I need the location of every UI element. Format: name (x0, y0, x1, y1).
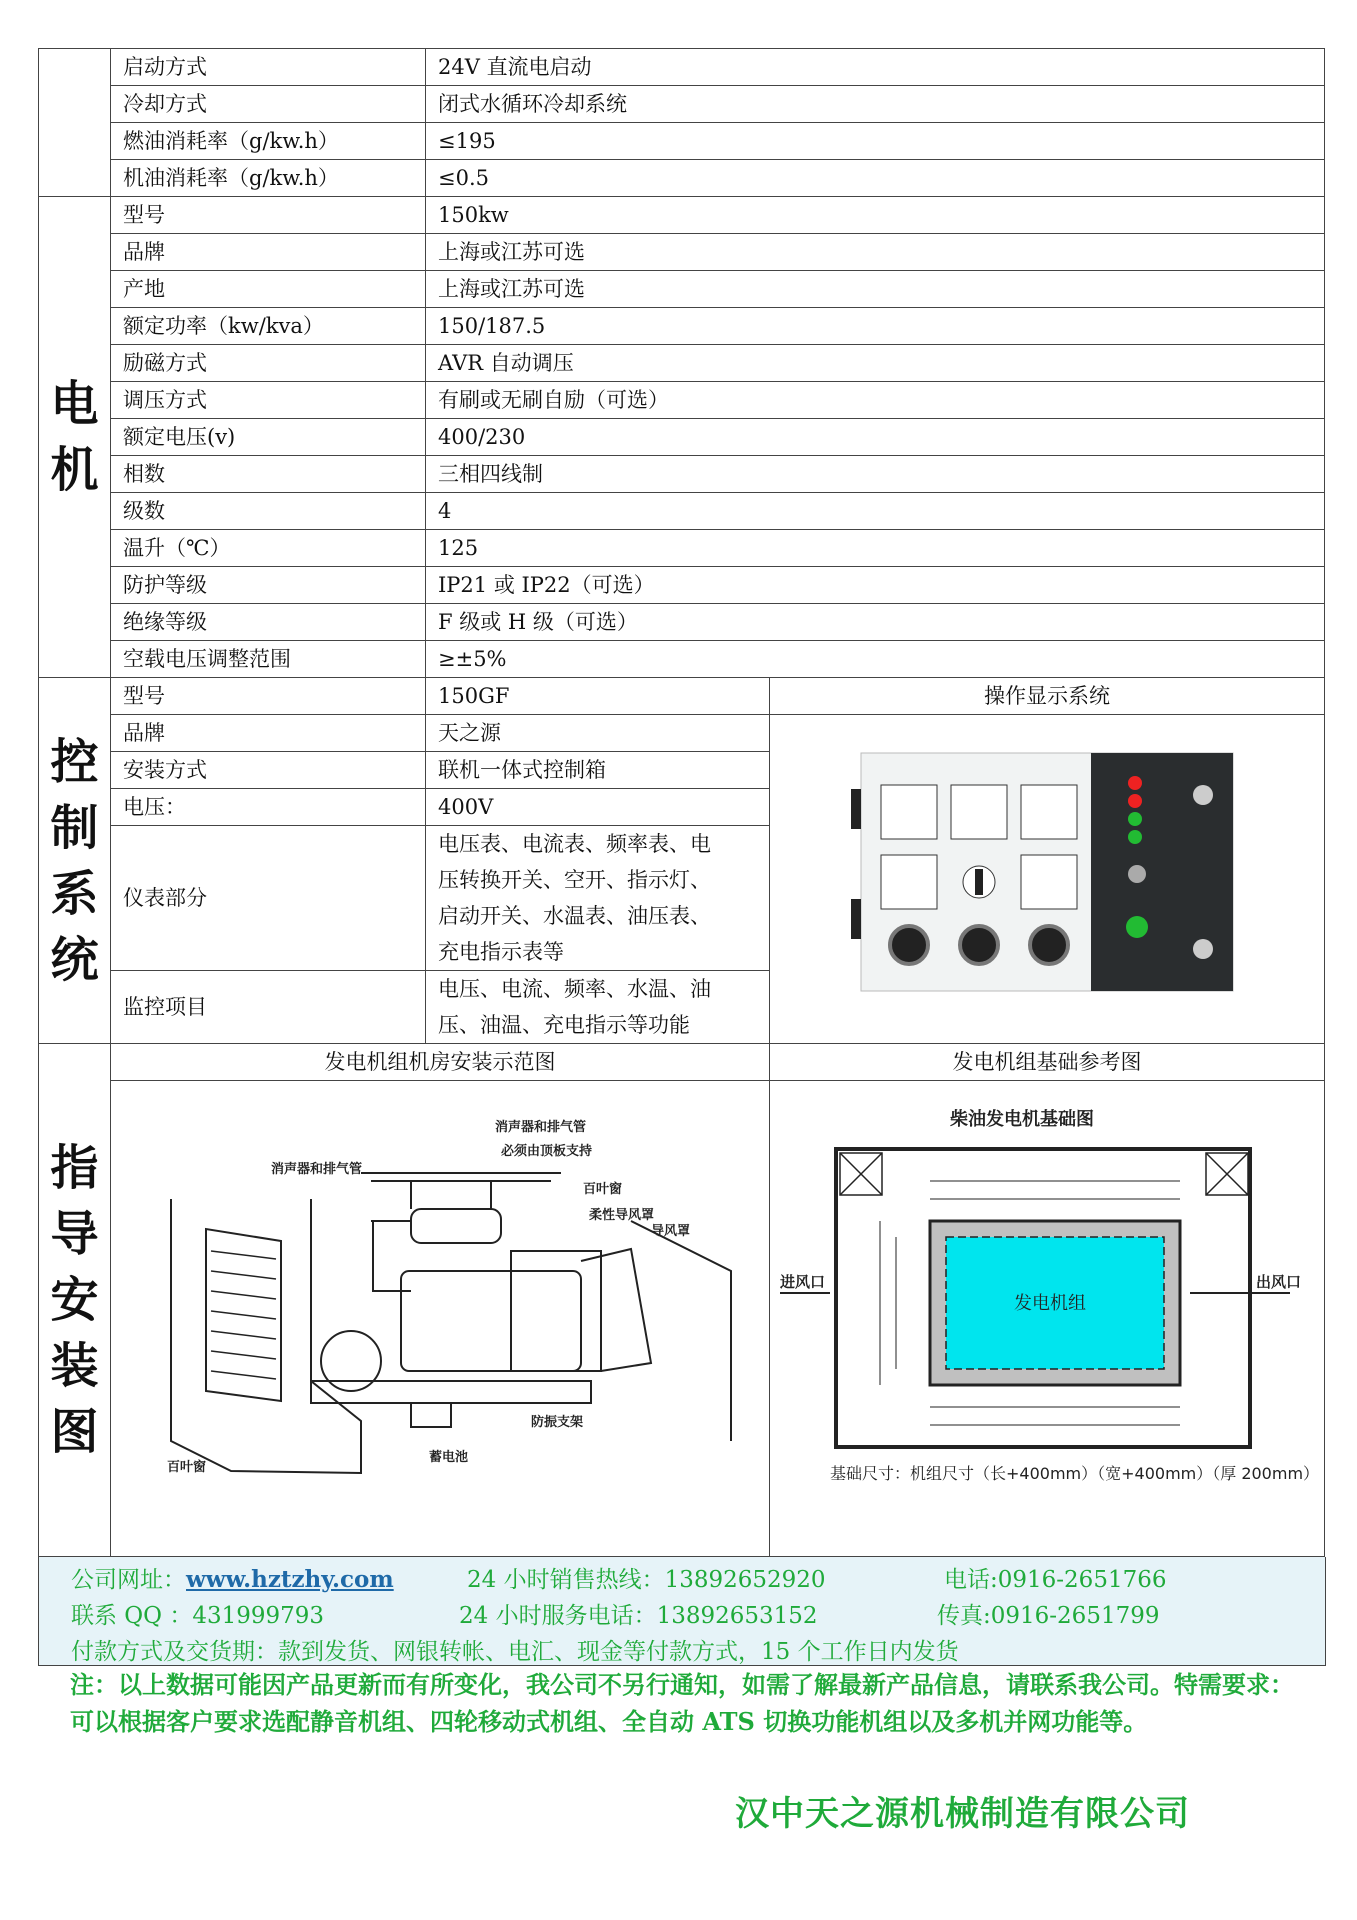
room-label-flex-duct: 柔性导风罩 (589, 1208, 655, 1223)
motor-label: 励磁方式 (111, 345, 426, 382)
motor-label: 额定电压(v) (111, 419, 426, 456)
section-control-char: 制 (50, 799, 99, 856)
instrument-line: 压转换开关、空开、指示灯、 (438, 868, 711, 892)
motor-value: AVR 自动调压 (426, 345, 1325, 382)
company-site-link[interactable]: www.hztzhy.com (186, 1566, 394, 1593)
motor-label: 级数 (111, 493, 426, 530)
foundation-inlet-label: 进风口 (780, 1273, 826, 1291)
motor-label: 品牌 (111, 234, 426, 271)
section-install-char: 图 (50, 1404, 99, 1460)
monitor-label: 监控项目 (111, 971, 426, 1044)
monitor-line: 压、油温、充电指示等功能 (438, 1013, 690, 1037)
engine-value-2: ≤195 (426, 123, 1325, 160)
control-label: 安装方式 (111, 752, 426, 789)
room-label-louver-top: 百叶窗 (583, 1182, 623, 1197)
section-install-char: 安 (50, 1272, 99, 1328)
control-value: 150GF (426, 678, 770, 715)
payment-terms: 付款方式及交货期：款到发货、网银转帐、电汇、现金等付款方式，15 个工作日内发货 (71, 1639, 959, 1665)
engine-value-3: ≤0.5 (426, 160, 1325, 197)
control-value: 天之源 (426, 715, 770, 752)
instrument-line: 充电指示表等 (438, 940, 564, 964)
section-control (39, 678, 111, 1044)
room-label-support: 必须由顶板支持 (501, 1144, 593, 1159)
disclaimer-note: 注：以上数据可能因产品更新而有所变化，我公司不另行通知，如需了解最新产品信息，请联系我公司。特需要求：可以根据客户要求选配静音机组、四轮移动式机组、全自动 ATS 切换功能机组以及多机并网功能等。 (70, 1670, 1294, 1736)
foundation-genset-label: 发电机组 (1014, 1293, 1086, 1314)
room-label-duct: 导风罩 (651, 1224, 691, 1239)
instrument-label: 仪表部分 (111, 826, 426, 971)
room-label-louver-bottom: 百叶窗 (167, 1460, 207, 1475)
motor-value: 400/230 (426, 419, 1325, 456)
motor-label: 额定功率（kw/kva） (111, 308, 426, 345)
spec-table (38, 48, 1325, 1557)
foundation-dims-label: 基础尺寸：机组尺寸（长+400mm）（宽+400mm）（厚 200mm） (830, 1464, 1320, 1483)
sales-hotline: 24 小时销售热线：13892652920 (467, 1567, 826, 1593)
motor-label: 空载电压调整范围 (111, 641, 426, 678)
engine-label-2: 燃油消耗率（g/kw.h） (111, 123, 426, 160)
company-site-row (71, 1561, 394, 1594)
section-motor-char: 电 (50, 376, 99, 432)
motor-label: 绝缘等级 (111, 604, 426, 641)
motor-value: 上海或江苏可选 (426, 234, 1325, 271)
control-panel-icon (847, 749, 1247, 999)
motor-value: 150/187.5 (426, 308, 1325, 345)
motor-value: 125 (426, 530, 1325, 567)
foundation-title: 柴油发电机基础图 (950, 1109, 1094, 1130)
service-hotline: 24 小时服务电话：13892653152 (459, 1603, 818, 1629)
engine-value-1: 闭式水循环冷却系统 (426, 86, 1325, 123)
control-label: 电压： (111, 789, 426, 826)
monitor-value (426, 971, 770, 1044)
section-motor (39, 197, 111, 678)
engine-label-0: 启动方式 (111, 49, 426, 86)
section-control-char: 系 (50, 865, 99, 922)
motor-value: 上海或江苏可选 (426, 271, 1325, 308)
motor-label: 型号 (111, 197, 426, 234)
engine-value-0: 24V 直流电启动 (426, 49, 1325, 86)
section-install (39, 1044, 111, 1557)
section-control-char: 控 (50, 733, 99, 790)
motor-value: ≥±5% (426, 641, 1325, 678)
display-system-header: 操作显示系统 (770, 678, 1325, 715)
monitor-line: 电压、电流、频率、水温、油 (438, 977, 711, 1001)
room-label-battery: 蓄电池 (429, 1450, 469, 1465)
control-label: 品牌 (111, 715, 426, 752)
section-install-char: 指 (50, 1140, 99, 1196)
motor-value: 4 (426, 493, 1325, 530)
instrument-value (426, 826, 770, 971)
control-panel-photo (770, 715, 1325, 1044)
motor-label: 温升（℃） (111, 530, 426, 567)
phone-number: 电话:0916-2651766 (944, 1567, 1167, 1593)
contact-qq: 联系 QQ ：431999793 (71, 1603, 325, 1629)
room-install-diagram (111, 1081, 770, 1557)
room-label-muffler-top: 消声器和排气管 (495, 1120, 587, 1135)
foundation-header: 发电机组基础参考图 (770, 1044, 1325, 1081)
section-engine (39, 49, 111, 197)
motor-value: IP21 或 IP22（可选） (426, 567, 1325, 604)
foundation-plan-illustration (770, 1081, 1325, 1545)
room-install-illustration (111, 1081, 770, 1545)
instrument-line: 启动开关、水温表、油压表、 (438, 904, 711, 928)
section-install-char: 装 (50, 1338, 99, 1394)
motor-label: 产地 (111, 271, 426, 308)
foundation-outlet-label: 出风口 (1256, 1273, 1302, 1291)
room-label-bracket: 防振支架 (531, 1415, 584, 1430)
motor-label: 防护等级 (111, 567, 426, 604)
control-value: 400V (426, 789, 770, 826)
room-label-muffler-left: 消声器和排气管 (271, 1162, 363, 1177)
site-label: 公司网址： (71, 1567, 186, 1593)
motor-value: 150kw (426, 197, 1325, 234)
motor-value: 三相四线制 (426, 456, 1325, 493)
control-label: 型号 (111, 678, 426, 715)
motor-label: 调压方式 (111, 382, 426, 419)
fax-number: 传真:0916-2651799 (937, 1603, 1160, 1629)
contact-info-panel (38, 1557, 1326, 1666)
section-install-char: 导 (50, 1206, 99, 1262)
motor-value: F 级或 H 级（可选） (426, 604, 1325, 641)
section-motor-char: 机 (50, 442, 99, 498)
company-name: 汉中天之源机械制造有限公司 (735, 1794, 1190, 1834)
motor-label: 相数 (111, 456, 426, 493)
section-control-char: 统 (50, 931, 99, 988)
motor-value: 有刷或无刷自励（可选） (426, 382, 1325, 419)
foundation-diagram (770, 1081, 1325, 1557)
engine-label-1: 冷却方式 (111, 86, 426, 123)
instrument-line: 电压表、电流表、频率表、电 (438, 832, 711, 856)
engine-label-3: 机油消耗率（g/kw.h） (111, 160, 426, 197)
control-value: 联机一体式控制箱 (426, 752, 770, 789)
room-install-header: 发电机组机房安装示范图 (111, 1044, 770, 1081)
